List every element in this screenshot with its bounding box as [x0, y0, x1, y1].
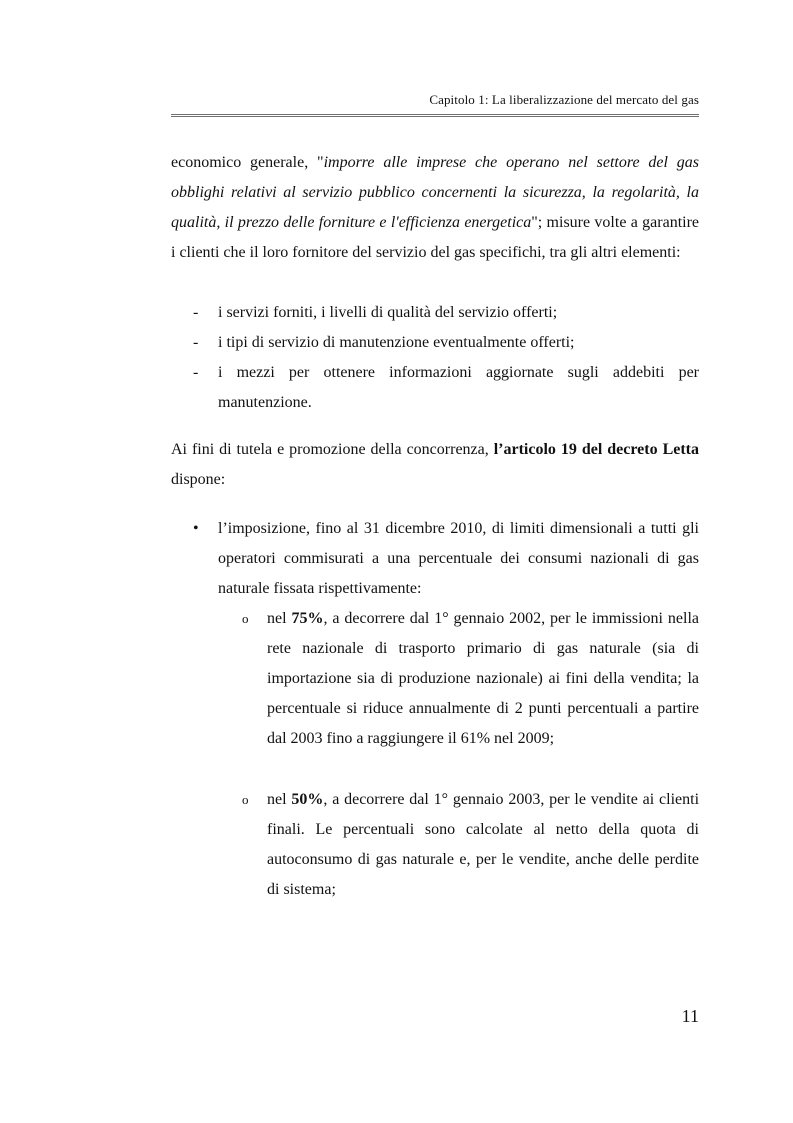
dash-marker: - — [193, 304, 199, 321]
dash-item-2: i tipi di servizio di manutenzione eventualmente offerti; — [218, 334, 575, 351]
sub-item-text: , a decorrere dal 1° gennaio 2002, per le immissioni nella rete nazionale di trasporto primario di gas naturale (sia di importazione sia di produzione nazionale) ai fini della vendita; la percentuale si riduce annualmente di 2 punti percentuali a partire dal 2003 fino a raggiungere il 61% nel 2009; — [267, 610, 700, 747]
dash-item-3: i mezzi per ottenere informazioni aggiornate sugli addebiti per manutenzione. — [218, 364, 699, 411]
circle-bullet-marker: o — [242, 792, 249, 807]
intro-tail: "; misure volte a garantire i clienti che il loro fornitore del servizio del gas specifichi, tra gli altri elementi: — [171, 214, 700, 261]
paragraph2-after: dispone: — [171, 471, 226, 488]
paragraph-articolo-19 — [171, 435, 699, 495]
dash-item-1: i servizi forniti, i livelli di qualità del servizio offerti; — [218, 304, 558, 321]
intro-paragraph — [171, 148, 699, 268]
running-head: Capitolo 1: La liberalizzazione del mercato del gas — [429, 92, 699, 107]
percentage-75: 75% — [291, 610, 324, 627]
paragraph2-bold: l’articolo 19 del decreto Letta — [493, 441, 699, 458]
paragraph2-before: Ai fini di tutela e promozione della concorrenza, — [171, 441, 494, 458]
sub-item-50 — [267, 785, 699, 905]
intro-quote: imporre alle imprese che operano nel settore del gas obblighi relativi al servizio pubblico concernenti la sicurezza, la regolarità, la qualità, il prezzo delle forniture e l'efficienza energetica — [171, 154, 699, 231]
bullet-marker: • — [193, 520, 199, 537]
bullet-item: l’imposizione, fino al 31 dicembre 2010, di limiti dimensionali a tutti gli operatori commisurati a una percentuale dei consumi nazionali di gas naturale fissata rispettivamente: — [218, 520, 699, 597]
dash-marker: - — [193, 364, 199, 381]
circle-bullet-marker: o — [242, 611, 249, 626]
intro-lead: economico generale, " — [171, 154, 324, 171]
sub-item-prefix: nel — [267, 791, 292, 808]
header-rule — [171, 114, 699, 117]
sub-item-75 — [267, 604, 699, 754]
page-number: 11 — [681, 1006, 699, 1026]
dash-marker: - — [193, 334, 199, 351]
sub-item-prefix: nel — [267, 610, 292, 627]
sub-item-text: , a decorrere dal 1° gennaio 2003, per le vendite ai clienti finali. Le percentuali sono calcolate al netto della quota di autoconsumo di gas naturale e, per le vendite, anche delle perdite di sistema; — [267, 791, 700, 898]
percentage-50: 50% — [291, 791, 324, 808]
